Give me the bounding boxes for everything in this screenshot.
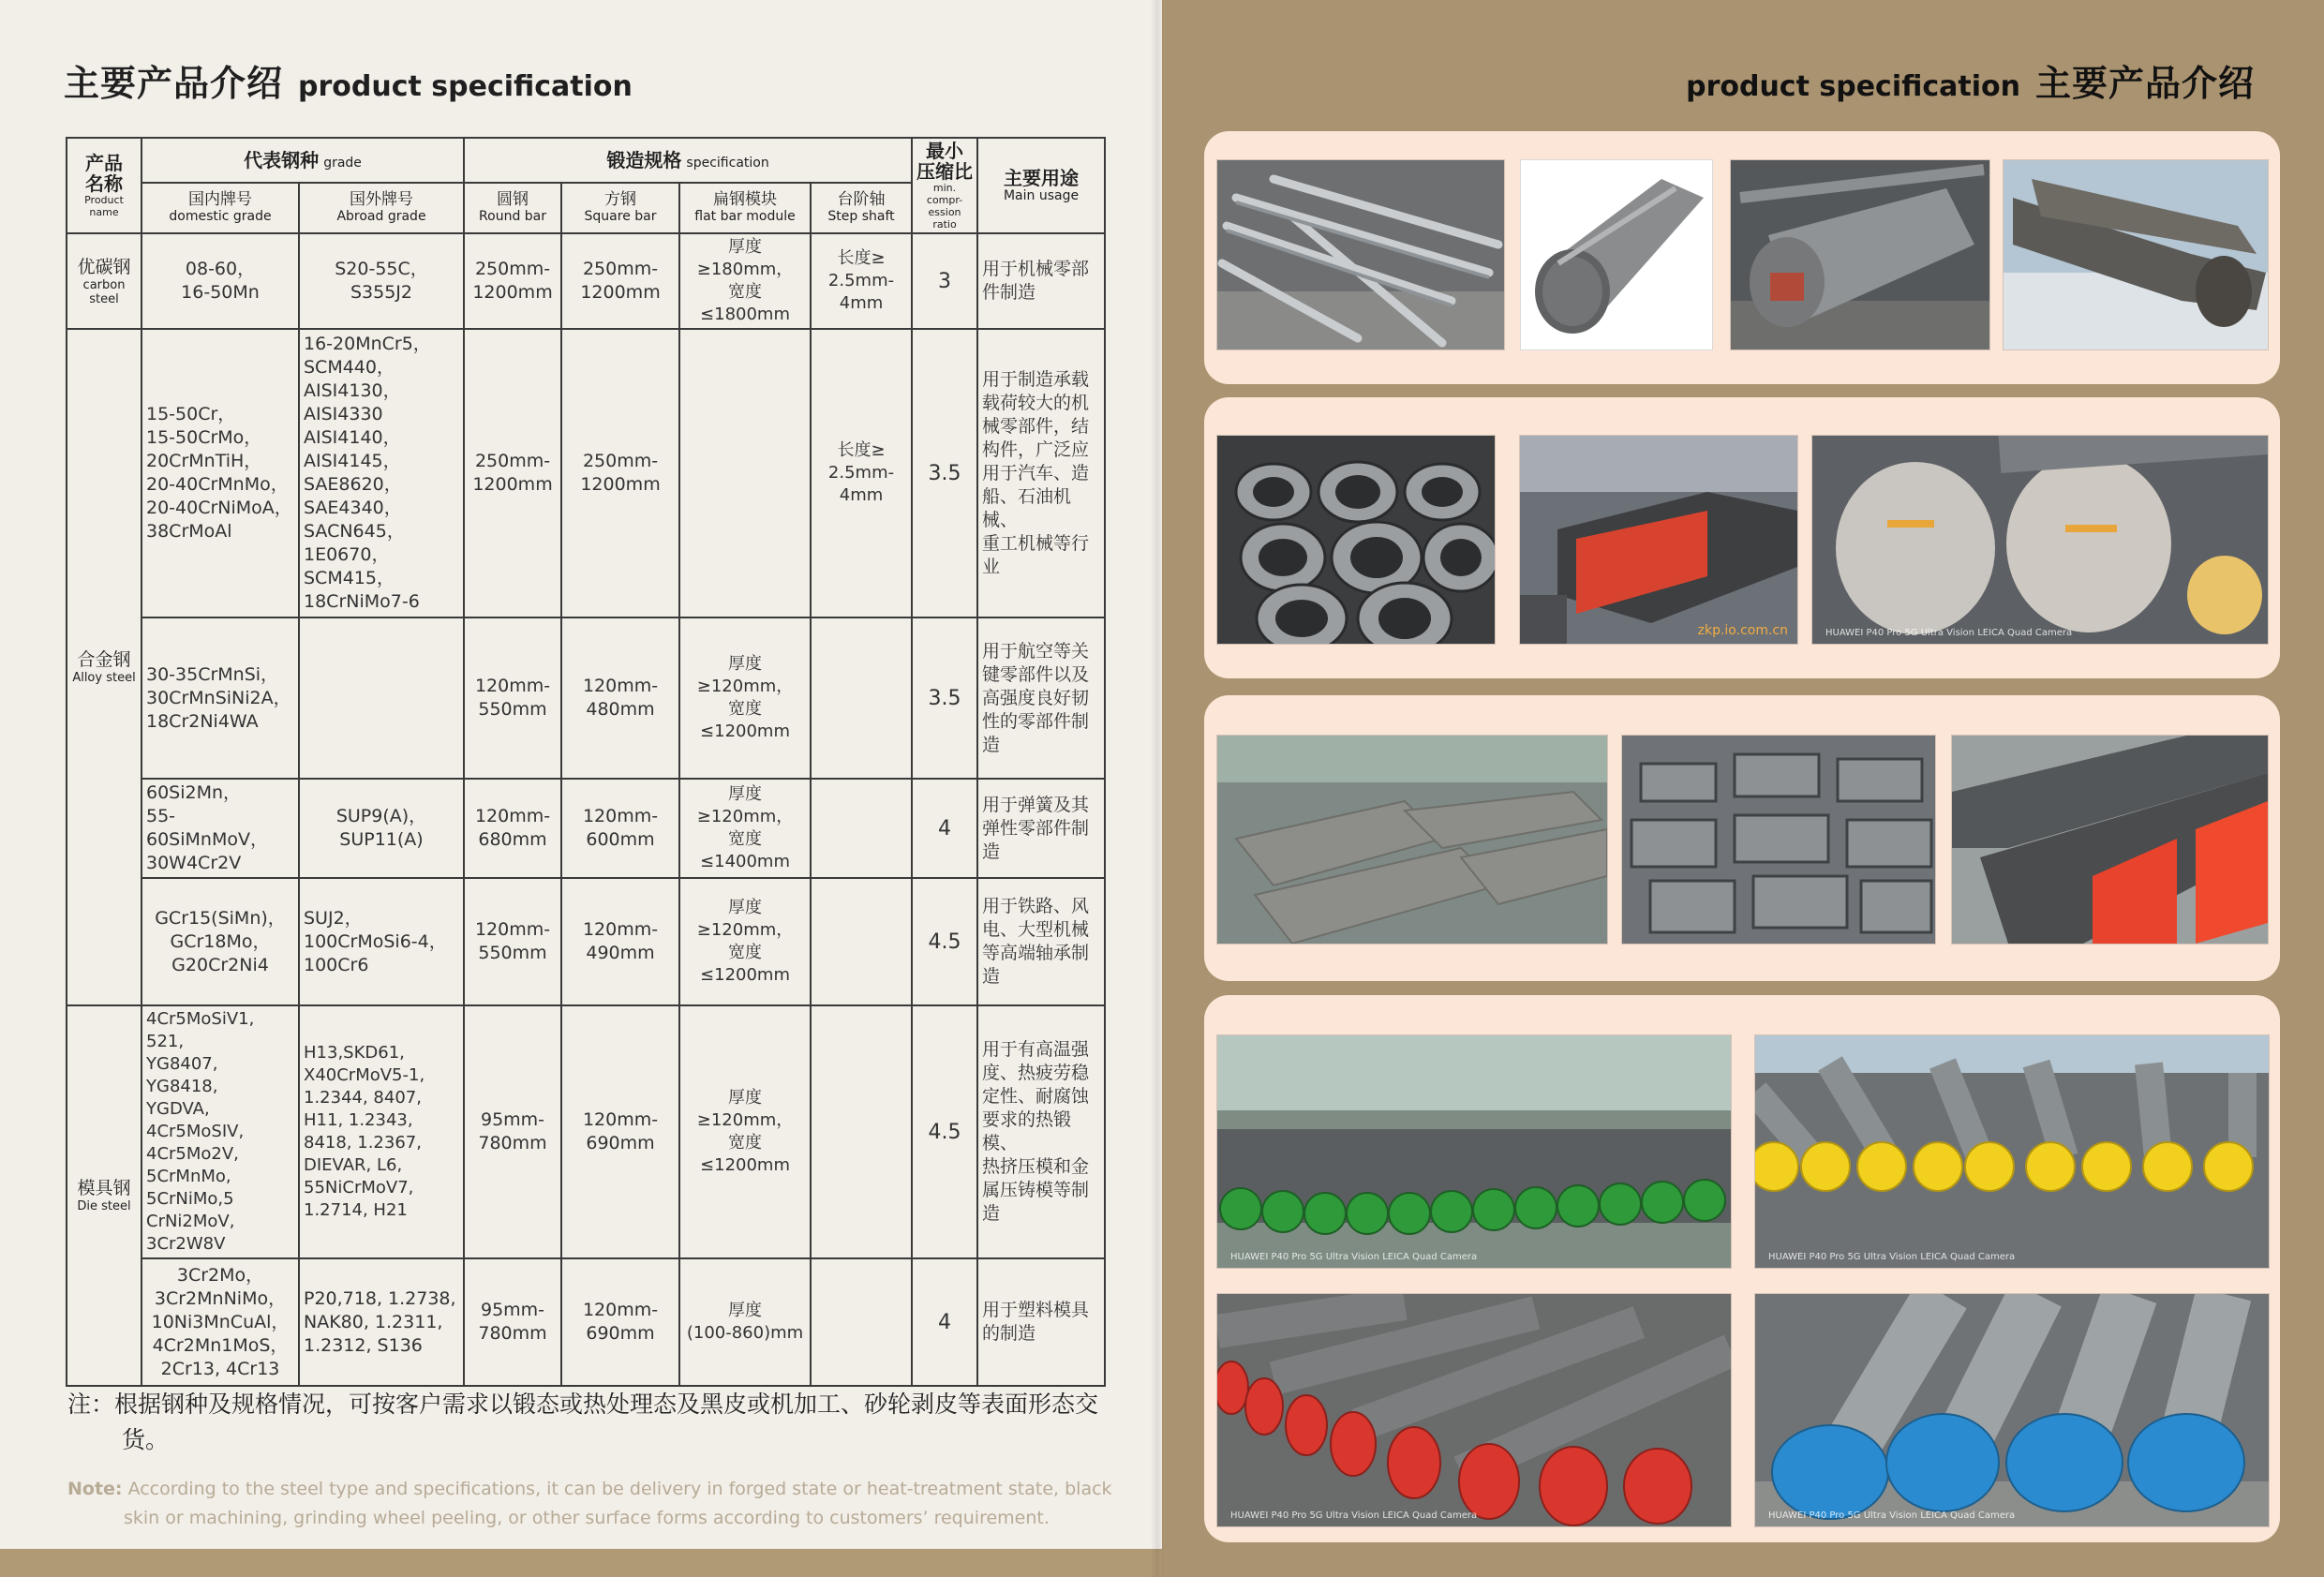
header-abroad-en: Abroad grade xyxy=(336,209,426,225)
cell-step xyxy=(811,779,912,878)
cell-domestic: GCr15(SiMn)， GCr18Mo， G20Cr2Ni4 xyxy=(142,878,299,1005)
header-step xyxy=(811,183,912,233)
cell-usage: 用于铁路、风 电、大型机械 等高端轴承制 造 xyxy=(977,878,1105,1005)
cell-abroad: 16-20MnCr5， SCM440， AISI4130， AISI4330 AISI4140， AISI4145， SAE8620， SAE4340， SACN645， 1E0670， SCM415， 18CrNiMo7-6 xyxy=(299,329,464,617)
header-step-en: Step shaft xyxy=(827,209,895,225)
photo-forged-shaft xyxy=(1520,159,1713,350)
header-step-zh: 台阶轴 xyxy=(837,190,886,210)
spec-table xyxy=(66,137,1106,1387)
table-row xyxy=(67,233,1105,329)
group-carbon-zh: 优碳钢 xyxy=(77,256,131,277)
cell-round: 250mm- 1200mm xyxy=(464,233,561,329)
cell-round: 120mm- 550mm xyxy=(464,617,561,779)
cell-flat: 厚度≥180mm， 宽度≤1800mm xyxy=(679,233,811,329)
cell-square: 120mm- 690mm xyxy=(561,1258,679,1386)
table-row xyxy=(67,1258,1105,1386)
page-title-right xyxy=(1686,54,2255,106)
header-flat xyxy=(679,183,811,233)
header-spec xyxy=(464,138,912,183)
cell-square: 250mm- 1200mm xyxy=(561,233,679,329)
photo-roll-shaft xyxy=(1730,159,1990,350)
cell-step xyxy=(811,1258,912,1386)
header-flat-en: flat bar module xyxy=(694,209,796,225)
cell-abroad: P20,718, 1.2738, NAK80, 1.2311, 1.2312, S136 xyxy=(299,1258,464,1386)
group-alloy-zh: 合金钢 xyxy=(77,649,131,670)
photo-round-bars-yellow xyxy=(1754,1034,2270,1269)
title-zh: 主要产品介绍 xyxy=(2034,63,2255,104)
cell-abroad: SUJ2， 100CrMoSi6-4， 100Cr6 xyxy=(299,878,464,1005)
camera-watermark: HUAWEI P40 Pro 5G Ultra Vision LEICA Quad Camera xyxy=(1825,628,2073,638)
header-ratio xyxy=(912,138,977,233)
header-ratio-en: min. compr- ession ratio xyxy=(926,182,963,231)
group-carbon-en: carbon steel xyxy=(82,277,126,306)
header-product-name-en: Product name xyxy=(84,194,124,218)
header-abroad xyxy=(299,183,464,233)
title-en: product specification xyxy=(298,70,633,103)
camera-watermark: HUAWEI P40 Pro 5G Ultra Vision LEICA Quad Camera xyxy=(1768,1510,2016,1521)
cell-domestic: 08-60， 16-50Mn xyxy=(142,233,299,329)
cell-flat: 厚度≥120mm， 宽度≤1400mm xyxy=(679,779,811,878)
group-die-en: Die steel xyxy=(77,1199,131,1213)
table-row xyxy=(67,1005,1105,1258)
cell-domestic: 4Cr5MoSiV1, 521, YG8407, YG8418, YGDVA, 4Cr5MoSIV, 4Cr5Mo2V, 5CrMnMo, 5CrNiMo,5 CrNi2MoV, 3Cr2W8V xyxy=(142,1005,299,1258)
header-square xyxy=(561,183,679,233)
camera-watermark: HUAWEI P40 Pro 5G Ultra Vision LEICA Quad Camera xyxy=(1768,1252,2016,1262)
cell-flat: 厚度 (100-860)mm xyxy=(679,1258,811,1386)
photo-square-blooms xyxy=(1216,735,1608,945)
table-row xyxy=(67,779,1105,878)
cell-flat: 厚度≥120mm， 宽度≤1200mm xyxy=(679,878,811,1005)
cell-ratio: 4 xyxy=(912,779,977,878)
cell-usage: 用于机械零部 件制造 xyxy=(977,233,1105,329)
header-usage-zh: 主要用途 xyxy=(1004,167,1080,189)
note-en-text: According to the steel type and specifications, it can be delivery in forged state or heat-treatment state, black skin or machining, grinding wheel peeling, or other surface forms according to customers’ requirement. xyxy=(122,1479,1112,1528)
photo-round-bars-red xyxy=(1216,1293,1732,1527)
header-domestic xyxy=(142,183,299,233)
cell-usage: 用于弹簧及其 弹性零部件制 造 xyxy=(977,779,1105,878)
cell-round: 120mm- 550mm xyxy=(464,878,561,1005)
cell-square: 120mm- 600mm xyxy=(561,779,679,878)
title-zh: 主要产品介绍 xyxy=(64,63,284,104)
photo-round-bars-blue xyxy=(1754,1293,2270,1527)
photo-forged-block xyxy=(1519,435,1798,645)
header-square-en: Square bar xyxy=(584,209,657,225)
header-spec-zh: 锻造规格 xyxy=(606,148,682,171)
cell-step xyxy=(811,617,912,779)
cell-step: 长度≥ 2.5mm-4mm xyxy=(811,329,912,617)
header-flat-zh: 扁钢模块 xyxy=(713,190,778,210)
cell-square: 120mm- 490mm xyxy=(561,878,679,1005)
cell-flat: 厚度≥120mm， 宽度≤1200mm xyxy=(679,617,811,779)
group-die-zh: 模具钢 xyxy=(77,1178,131,1198)
cell-step xyxy=(811,1005,912,1258)
cell-abroad xyxy=(299,617,464,779)
cell-round: 95mm- 780mm xyxy=(464,1258,561,1386)
header-product-name xyxy=(67,138,142,233)
cell-domestic: 30-35CrMnSi， 30CrMnSiNi2A， 18Cr2Ni4WA xyxy=(142,617,299,779)
cell-usage: 用于塑料模具 的制造 xyxy=(977,1258,1105,1386)
cell-round: 250mm- 1200mm xyxy=(464,329,561,617)
cell-round: 120mm- 680mm xyxy=(464,779,561,878)
header-square-zh: 方钢 xyxy=(604,190,637,210)
group-carbon xyxy=(67,233,142,329)
group-alloy xyxy=(67,329,142,1005)
page-title-left xyxy=(64,54,633,106)
note-zh: 注：根据钢种及规格情况，可按客户需求以锻态或热处理态及黑皮或机加工、砂轮剥皮等表面形态交货。 xyxy=(67,1391,1099,1453)
header-product-name-zh: 产品 名称 xyxy=(85,152,123,195)
cell-domestic: 60Si2Mn， 55-60SiMnMoV， 30W4Cr2V xyxy=(142,779,299,878)
header-grade-zh: 代表钢种 xyxy=(244,148,320,171)
camera-watermark: HUAWEI P40 Pro 5G Ultra Vision LEICA Quad Camera xyxy=(1230,1252,1478,1262)
header-spec-en: specification xyxy=(686,155,769,171)
photo-square-bars-red xyxy=(1951,735,2269,945)
title-en: product specification xyxy=(1686,70,2020,103)
cell-ratio: 4.5 xyxy=(912,1005,977,1258)
bottom-strip xyxy=(0,1549,1162,1577)
header-round-en: Round bar xyxy=(479,209,546,225)
cell-step xyxy=(811,878,912,1005)
note-en xyxy=(67,1475,1117,1533)
photo-round-bars-green xyxy=(1216,1034,1732,1269)
cell-square: 120mm- 690mm xyxy=(561,1005,679,1258)
table-header-row xyxy=(67,138,1105,183)
table-row xyxy=(67,617,1105,779)
cell-square: 120mm- 480mm xyxy=(561,617,679,779)
site-watermark: zkp.io.com.cn xyxy=(1697,623,1788,638)
camera-watermark: HUAWEI P40 Pro 5G Ultra Vision LEICA Quad Camera xyxy=(1230,1510,1478,1521)
cell-domestic: 15-50Cr， 15-50CrMo， 20CrMnTiH， 20-40CrMnMo， 20-40CrNiMoA， 38CrMoAl xyxy=(142,329,299,617)
header-domestic-en: domestic grade xyxy=(169,209,272,225)
header-grade xyxy=(142,138,464,183)
photo-square-stack xyxy=(1621,735,1936,945)
cell-usage: 用于制造承载 载荷较大的机 械零部件，结 构件，广泛应 用于汽车、造 船、石油机械、 重工机械等行 业 xyxy=(977,329,1105,617)
cell-abroad: H13,SKD61, X40CrMoV5-1, 1.2344, 8407, H11, 1.2343, 8418, 1.2367, DIEVAR, L6, 55NiCrMoV7, 1.2714, H21 xyxy=(299,1005,464,1258)
page-spine xyxy=(1151,0,1164,1577)
cell-abroad: S20-55C， S355J2 xyxy=(299,233,464,329)
header-round-zh: 圆钢 xyxy=(497,190,529,210)
header-domestic-zh: 国内牌号 xyxy=(188,190,252,210)
delivery-note xyxy=(67,1387,1117,1533)
cell-usage: 用于航空等关 键零部件以及 高强度良好韧 性的零部件制 造 xyxy=(977,617,1105,779)
photo-forged-rings xyxy=(1216,435,1496,645)
note-label: Note: xyxy=(67,1479,123,1499)
cell-round: 95mm- 780mm xyxy=(464,1005,561,1258)
header-usage-en: Main usage xyxy=(1003,188,1080,203)
cell-domestic: 3Cr2Mo， 3Cr2MnNiMo， 10Ni3MnCuAl， 4Cr2Mn1MoS， 2Cr13, 4Cr13 xyxy=(142,1258,299,1386)
header-abroad-zh: 国外牌号 xyxy=(350,190,413,210)
header-usage xyxy=(977,138,1105,233)
group-die xyxy=(67,1005,142,1386)
cell-ratio: 4 xyxy=(912,1258,977,1386)
table-row xyxy=(67,878,1105,1005)
cell-ratio: 3 xyxy=(912,233,977,329)
cell-square: 250mm- 1200mm xyxy=(561,329,679,617)
header-ratio-zh: 最小 压缩比 xyxy=(916,140,974,183)
header-grade-en: grade xyxy=(323,155,362,171)
cell-ratio: 4.5 xyxy=(912,878,977,1005)
cell-ratio: 3.5 xyxy=(912,617,977,779)
cell-usage: 用于有高温强 度、热疲劳稳 定性、耐腐蚀 要求的热锻模、 热挤压模和金 属压铸模等制 造 xyxy=(977,1005,1105,1258)
cell-step: 长度≥ 2.5mm-4mm xyxy=(811,233,912,329)
header-round xyxy=(464,183,561,233)
cell-abroad: SUP9(A)， SUP11(A) xyxy=(299,779,464,878)
photo-polished-shaft xyxy=(2003,159,2269,350)
photo-step-shafts xyxy=(1216,159,1505,350)
cell-flat xyxy=(679,329,811,617)
table-row xyxy=(67,329,1105,617)
cell-ratio: 3.5 xyxy=(912,329,977,617)
photo-round-bar-ends xyxy=(1811,435,2269,645)
group-alloy-en: Alloy steel xyxy=(72,671,136,685)
cell-flat: 厚度≥120mm， 宽度≤1200mm xyxy=(679,1005,811,1258)
